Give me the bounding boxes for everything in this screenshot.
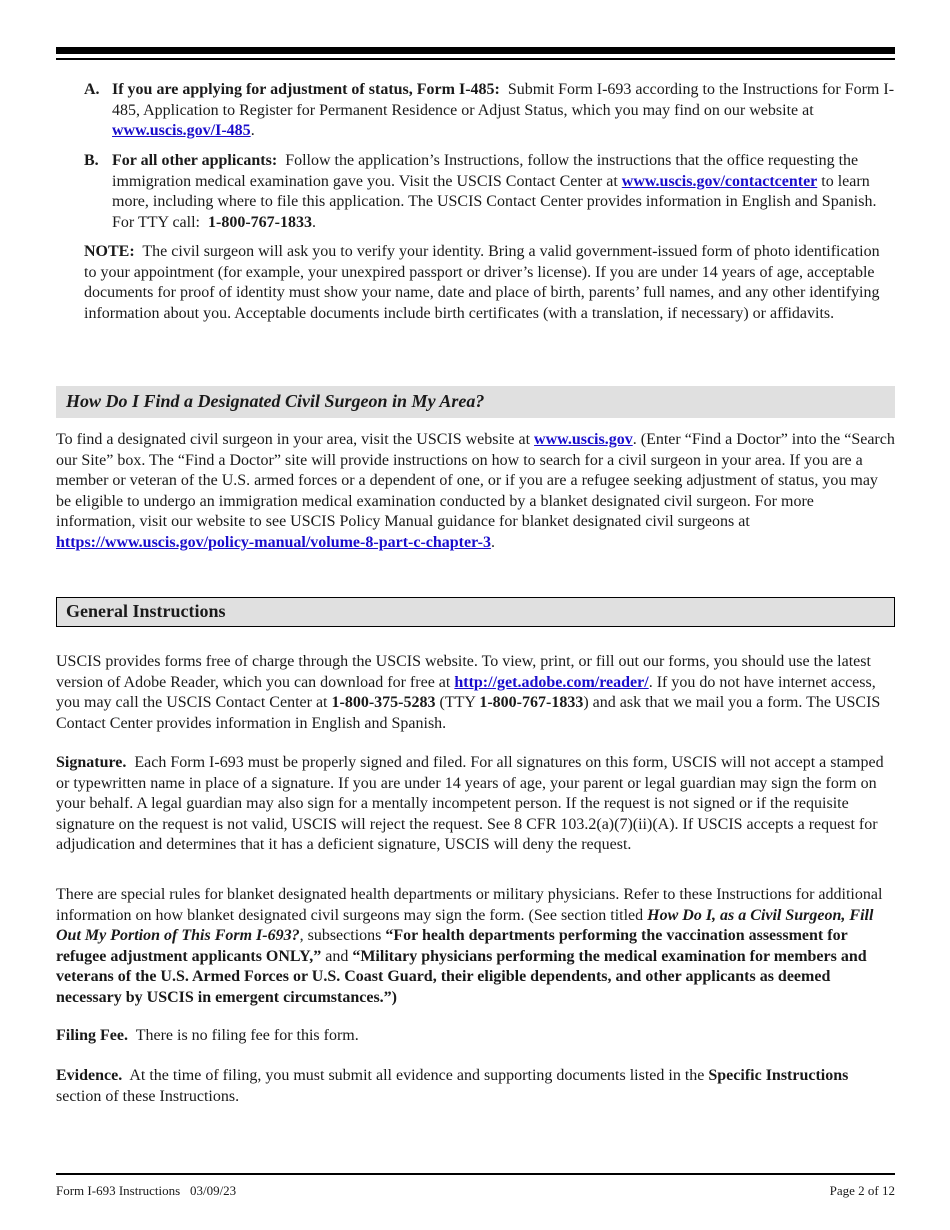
paragraph-text: To find a designated civil surgeon in your area, visit the USCIS website at	[56, 431, 531, 448]
tty-number: 1-800-767-1833	[479, 694, 584, 711]
note-lead: NOTE:	[84, 243, 135, 260]
list-item-a	[84, 80, 895, 142]
footer-page-number: Page 2 of 12	[829, 1183, 895, 1198]
list-letter: A.	[84, 81, 100, 98]
tty-number: 1-800-767-1833	[207, 213, 312, 231]
note-paragraph	[84, 242, 895, 324]
paragraph-text: section of these Instructions.	[56, 1087, 240, 1105]
policy-manual-link[interactable]: https://www.uscis.gov/policy-manual/volume-8-part-c-chapter-3	[56, 533, 491, 551]
list-item-text	[112, 151, 895, 233]
item-lead: If you are applying for adjustment of status, Form I-485:	[112, 81, 500, 98]
contact-center-link[interactable]: www.uscis.gov/contactcenter	[621, 172, 818, 190]
subsection-health-departments: “For health departments performing the vaccination assessment for refugee adjustment applicants ONLY,”	[56, 927, 848, 965]
top-rule-thin	[56, 58, 895, 60]
paragraph-text: There are special rules for blanket designated health departments or military physicians. Refer to these Instructions for additional information on how blanket designated civil surgeons may sign the form. (See section titled	[56, 886, 883, 924]
filing-fee-lead: Filing Fee.	[56, 1027, 128, 1044]
section-heading-find-surgeon	[56, 386, 895, 418]
item-text: Submit Form I-693 according to the Instructions for Form I-485, Application to Register for Permanent Residence or Adjust Status, which you may find on our website at	[112, 81, 895, 119]
signature-lead: Signature.	[56, 754, 127, 771]
section-heading-text: How Do I Find a Designated Civil Surgeon in My Area?	[66, 391, 485, 411]
paragraph-text: ) and ask that we mail you a form. The USCIS Contact Center provides information in English and Spanish.	[56, 694, 881, 732]
paragraph-text: USCIS provides forms free of charge through the USCIS website. To view, print, or fill out our forms, you should use the latest version of Adobe Reader, which you can download for free at	[56, 653, 871, 691]
uscis-link[interactable]: www.uscis.gov	[534, 431, 633, 448]
footer-form-id: Form I-693 Instructions 03/09/23	[56, 1183, 237, 1198]
adobe-reader-link[interactable]: http://get.adobe.com/reader/	[454, 673, 649, 691]
signature-paragraph	[56, 753, 895, 856]
paragraph-text: There is no filing fee for this form.	[135, 1027, 359, 1044]
paragraph-text: (TTY	[439, 694, 476, 711]
paragraph-text: At the time of filing, you must submit all evidence and supporting documents listed in the	[129, 1067, 705, 1084]
paragraph-text: . (Enter “Find a Doctor” into the “Search our Site” box. The “Find a Doctor” site will provide instructions on how to search for a civil surgeon in your area. If you are a member or veteran of the U.S. armed forces or a dependent of one, or if you are a refugee seeking adjustment of status, you may be eligible to undergo an immigration medical examination conducted by a blanket designated civil surgeon. For more information, visit our website to see USCIS Policy Manual guidance for blanket designated civil surgeons at	[56, 431, 895, 530]
paragraph-text: and	[325, 947, 349, 965]
contact-phone: 1-800-375-5283	[331, 694, 436, 711]
subsection-military-physicians: “Military physicians performing the medical examination for members and veterans of the U.S. Armed Forces or U.S. Coast Guard, their eligible dependents, and other applicants as deemed necessary by USCIS in emergent circumstances.”)	[56, 947, 867, 1006]
document-page	[56, 0, 895, 1230]
evidence-lead: Evidence.	[56, 1067, 123, 1084]
forms-paragraph	[56, 652, 895, 734]
list-item-b	[84, 151, 895, 233]
section-heading-text: General Instructions	[66, 601, 226, 621]
specific-instructions-ref: Specific Instructions	[708, 1067, 849, 1084]
item-text: to learn more, including where to file this application. The USCIS Contact Center provides information in English and Spanish. For TTY call:	[112, 172, 877, 231]
filing-fee-paragraph	[56, 1026, 895, 1047]
special-rules-paragraph	[56, 885, 895, 1008]
section-reference: How Do I, as a Civil Surgeon, Fill Out My Portion of This Form I-693?	[56, 906, 874, 944]
i485-link[interactable]: www.uscis.gov/I-485	[112, 122, 251, 139]
paragraph-text: Each Form I-693 must be properly signed and filed. For all signatures on this form, USCIS will not accept a stamped or typewritten name in place of a signature. If you are under 14 years of age, your parent or legal guardian may sign the form on your behalf. A legal guardian may also sign for a mentally incompetent person. If the request is not signed or if the requisite signature on the request is not valid, USCIS will reject the request. See 8 CFR 103.2(a)(7)(ii)(A). If USCIS accepts a request for adjudication and determines that it has a deficient signature, USCIS will deny the request.	[56, 754, 884, 853]
item-text-end: .	[250, 122, 255, 139]
paragraph-text: . If you do not have internet access, you may call the USCIS Contact Center at	[56, 673, 876, 711]
section-heading-general-instructions	[56, 597, 895, 627]
evidence-paragraph	[56, 1066, 895, 1107]
item-text-end: .	[311, 213, 316, 231]
list-letter: B.	[84, 152, 99, 169]
item-text: Follow the application’s Instructions, follow the instructions that the office requesting the immigration medical examination gave you. Visit the USCIS Contact Center at	[112, 152, 859, 190]
item-lead: For all other applicants:	[112, 152, 278, 169]
paragraph-text: , subsections	[299, 927, 382, 944]
paragraph-text-end: .	[490, 533, 495, 551]
list-item-text	[112, 80, 895, 142]
footer-rule	[56, 1173, 895, 1175]
top-rule-thick	[56, 47, 895, 54]
note-text: The civil surgeon will ask you to verify your identity. Bring a valid government-issued form of photo identification to your appointment (for example, your unexpired passport or driver’s license). If you are under 14 years of age, acceptable documents for proof of identity must show your name, date and place of birth, parents’ full names, and any other identifying information about you. Acceptable documents include birth certificates (with a translation, if necessary) or affidavits.	[84, 243, 880, 322]
find-surgeon-paragraph	[56, 430, 895, 553]
